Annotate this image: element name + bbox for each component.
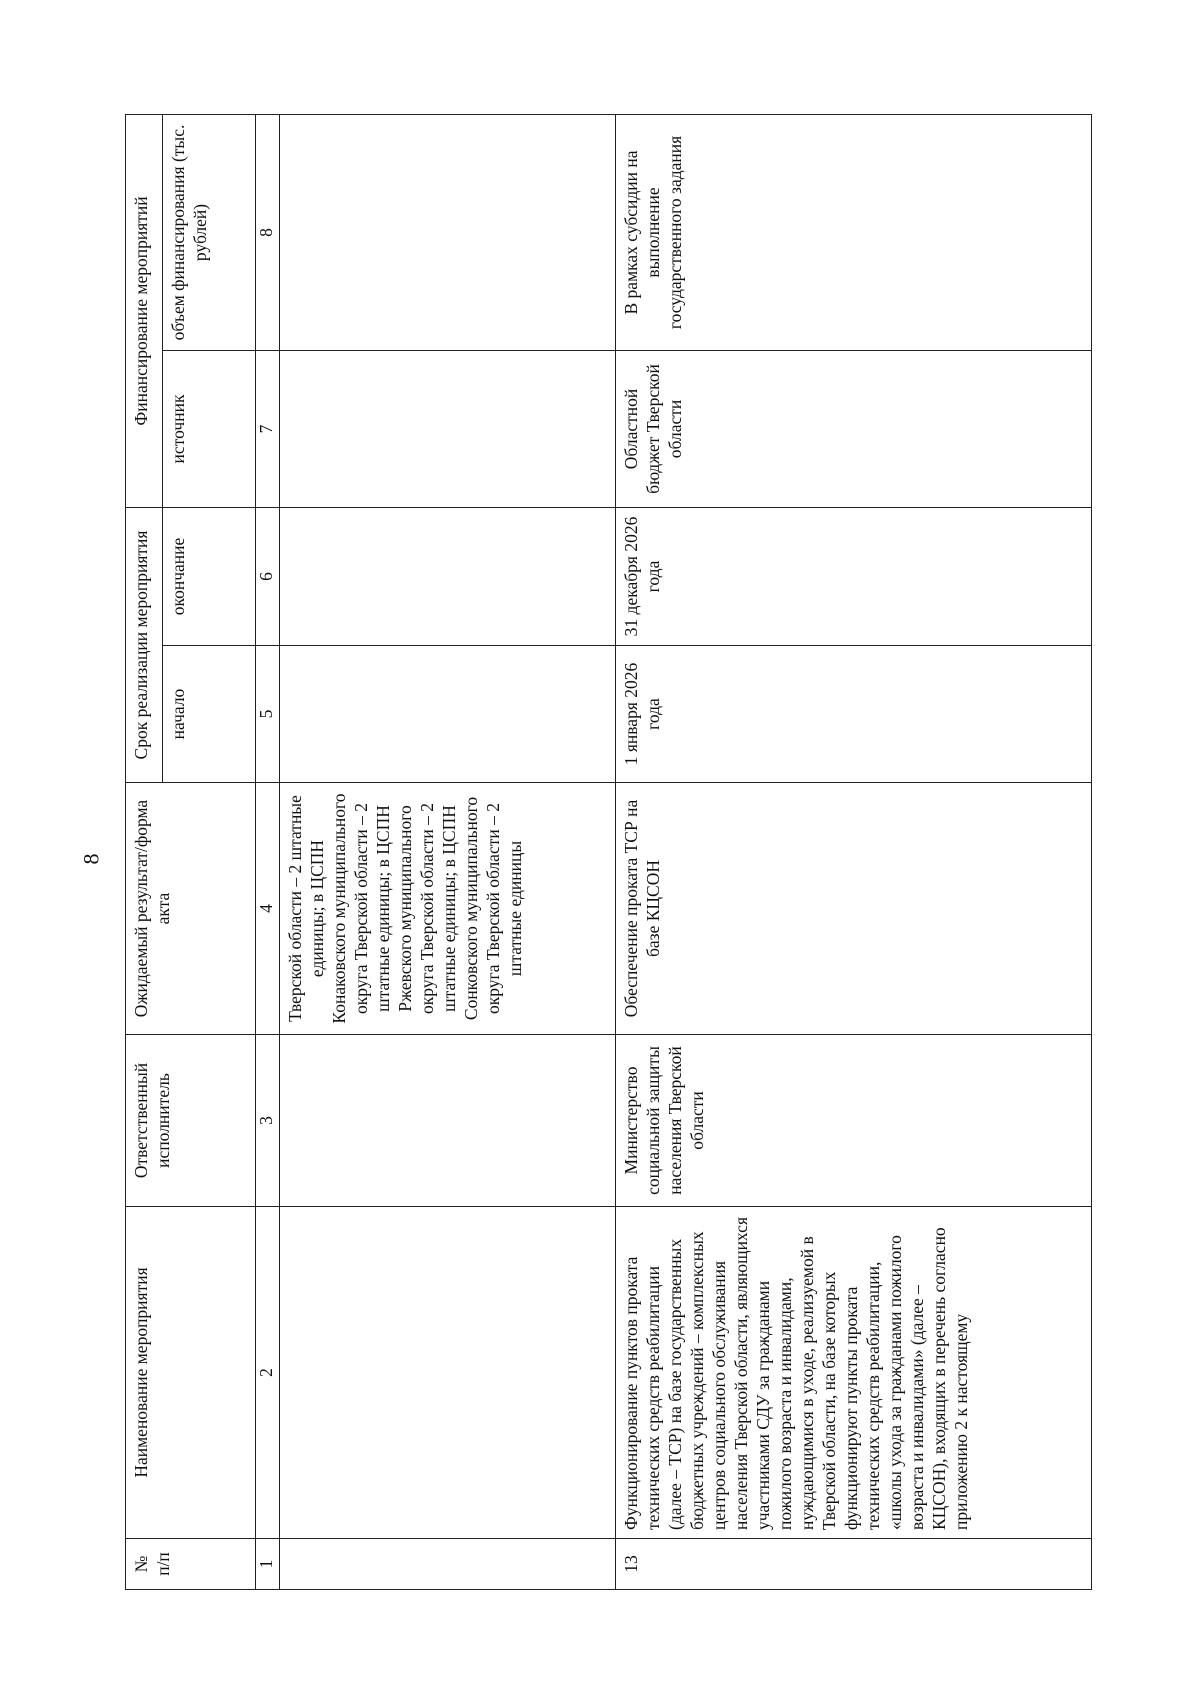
- cell-name: [279, 1207, 615, 1539]
- cell-executor: Министерство социальной защиты населения Тверской области: [616, 1035, 1092, 1207]
- cell-result: Тверской области – 2 штатные единицы; в ЦСПН Конаковского муниципального округа Тверской области – 2 штатные единицы; в ЦСПН Ржевского муниципального округа Тверской области – 2 штатные единицы; в ЦСПН Сонковского муниципального округа Тверской области – 2 штатные единицы: [279, 783, 615, 1035]
- column-number: 2: [256, 1207, 280, 1539]
- cell-volume: В рамках субсидии на выполнение государственного задания: [616, 114, 1092, 350]
- cell-source: [279, 350, 615, 507]
- header-period-start: начало: [163, 646, 256, 783]
- column-number: 4: [256, 783, 280, 1035]
- column-number: 8: [256, 114, 280, 350]
- cell-num: [279, 1539, 615, 1590]
- column-number: 5: [256, 646, 280, 783]
- header-fin-source: источник: [163, 350, 256, 507]
- column-number-row: [256, 114, 280, 1589]
- column-number: 1: [256, 1539, 280, 1590]
- table-row: [616, 114, 1092, 1589]
- cell-volume: [279, 114, 615, 350]
- cell-result: Обеспечение проката ТСР на базе КЦСОН: [616, 783, 1092, 1035]
- header-fin-volume: объем финансирования (тыс. рублей): [163, 114, 256, 350]
- cell-start: 1 января 2026 года: [616, 646, 1092, 783]
- column-number: 7: [256, 350, 280, 507]
- cell-end: 31 декабря 2026 года: [616, 507, 1092, 645]
- page-number: 8: [78, 853, 104, 865]
- measures-table: [125, 114, 1092, 1590]
- cell-source: Областной бюджет Тверской области: [616, 350, 1092, 507]
- rotated-table-container: [125, 115, 1092, 1590]
- cell-executor: [279, 1035, 615, 1207]
- cell-start: [279, 646, 615, 783]
- table-row: [279, 114, 615, 1589]
- header-result: Ожидаемый результат/форма акта: [126, 783, 256, 1035]
- header-name: Наименование мероприятия: [126, 1207, 256, 1539]
- header-num: № п/п: [126, 1539, 256, 1590]
- header-period: Срок реализации мероприятия: [126, 507, 163, 782]
- column-number: 6: [256, 507, 280, 645]
- header-financing: Финансирование мероприятий: [126, 114, 163, 507]
- cell-name: Функционирование пунктов проката технических средств реабилитации (далее – ТСР) на базе государственных бюджетных учреждений – комплексных центров социального обслуживания населения Тверской области, являющихся участниками СДУ за гражданами пожилого возраста и инвалидами, нуждающимися в уходе, реализуемой в Тверской области, на базе которых функционируют пункты проката технических средств реабилитации, «школы ухода за гражданами пожилого возраста и инвалидами» (далее – КЦСОН), входящих в перечень согласно приложению 2 к настоящему: [616, 1207, 1092, 1539]
- header-period-end: окончание: [163, 507, 256, 645]
- cell-end: [279, 507, 615, 645]
- column-number: 3: [256, 1035, 280, 1207]
- cell-num: 13: [616, 1539, 1092, 1590]
- header-executor: Ответственный исполнитель: [126, 1035, 256, 1207]
